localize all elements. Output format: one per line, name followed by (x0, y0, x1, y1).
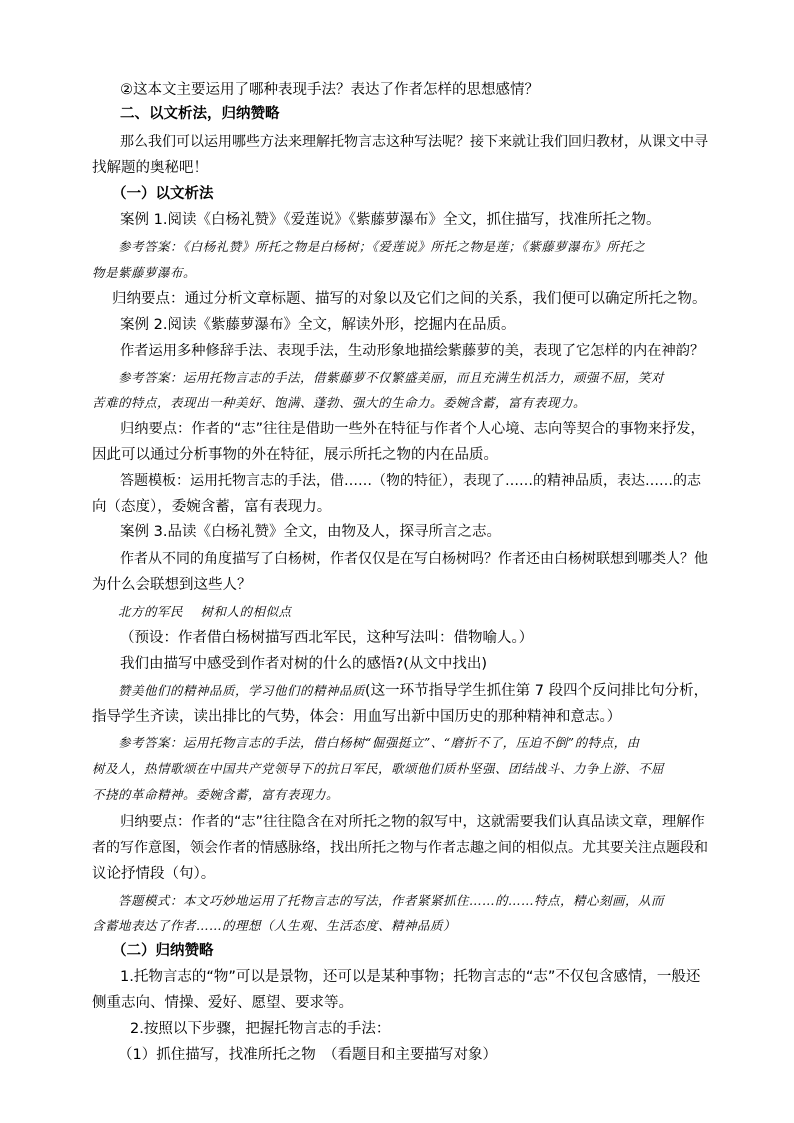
answer-line: 参考答案：运用托物言志的手法，借紫藤萝不仅繁盛美丽，而且充满生机活力，顽强不屈，笑对 (118, 370, 665, 385)
answer-line: 苦难的特点，表现出一种美好、饱满、蓬勃、强大的生命力。委婉含蓄，富有表现力。 (92, 395, 587, 410)
paragraph-line: 找解题的奥秘吧！ (92, 160, 208, 176)
answer-template-line: 含蓄地表达了作者……的理想（人生观、生活态度、精神品质） (92, 918, 457, 933)
list-item-line: 1.托物言志的“物”可以是景物，还可以是某种事物；托物言志的“志”不仅包含感情，一般还 (120, 969, 701, 985)
paragraph-line: 为什么会联想到这些人？ (92, 577, 252, 593)
answer-template-line: 答题模式：本文巧妙地运用了托物言志的写法，作者紧紧抓住……的……特点，精心刻画，从而 (118, 893, 665, 908)
paragraph-line: 我们由描写中感受到作者对树的什么的感悟?(从文中找出) (120, 656, 488, 672)
summary-line: 归纳要点：作者的“志”往往隐含在对所托之物的叙写中，这就需要我们认真品读文章，理解作 (120, 814, 705, 830)
paragraph-line: 那么我们可以运用哪些方法来理解托物言志这种写法呢？接下来就让我们回归教材，从课文中寻 (120, 134, 708, 150)
instruction-text: (这一环节指导学生抓住第 7 段四个反问排比句分析， (365, 683, 709, 699)
case-line: 案例 2.阅读《紫藤萝瀑布》全文，解读外形，挖掘内在品质。 (120, 317, 516, 333)
summary-line: 归纳要点：通过分析文章标题、描写的对象以及它们之间的关系，我们便可以确定所托之物。 (112, 291, 707, 307)
answer-line: 树及人，热情歌颂在中国共产党领导下的抗日军民，歌颂他们质朴坚强、团结战斗、力争上游、不屈 (92, 761, 665, 776)
case-line: 案例 1.阅读《白杨礼赞》《爱莲说》《紫藤萝瀑布》全文，抓住描写，找准所托之物。 (120, 212, 661, 228)
summary-line: 者的写作意图，领会作者的情感脉络，找出所托之物与作者志趣之间的相似点。尤其要关注点题段和 (92, 840, 708, 856)
list-item-line: 2.按照以下步骤，把握托物言志的手法： (130, 1021, 391, 1037)
answer-line: 不挠的革命精神。委婉含蓄，富有表现力。 (92, 787, 340, 802)
mixed-line (118, 681, 708, 701)
list-item-line: 侧重志向、情操、爱好、愿望、要求等。 (92, 995, 353, 1011)
section-heading: 二、以文析法，归纳赞略 (120, 106, 280, 122)
case-line: 案例 3.品读《白杨礼赞》全文，由物及人，探寻所言之志。 (120, 524, 501, 540)
preset-line: （预设：作者借白杨树描写西北军民，这种写法叫：借物喻人。） (120, 630, 534, 646)
handwritten-note: 赞美他们的精神品质，学习他们的精神品质 (118, 683, 366, 698)
subsection-heading: （一）以文析法 (112, 186, 214, 202)
instruction-line: 指导学生齐读，读出排比的气势，体会：用血写出新中国历史的那种精神和意志。） (92, 709, 622, 725)
answer-line: 参考答案：运用托物言志的手法，借白杨树“倔强挺立”、“磨折不了，压迫不倒”的特点，由 (118, 735, 640, 750)
question-line: ②这本文主要运用了哪种表现手法？表达了作者怎样的思想感情？ (120, 82, 539, 98)
step-line: （1）抓住描写，找准所托之物 （看题目和主要描写对象） (118, 1047, 497, 1063)
summary-line: 议论抒情段（句）。 (92, 866, 216, 882)
summary-line: 因此可以通过分析事物的外在特征，展示所托之物的内在品质。 (92, 447, 498, 463)
paragraph-line: 作者运用多种修辞手法、表现手法，生动形象地描绘紫藤萝的美，表现了它怎样的内在神韵？ (120, 343, 705, 359)
answer-line: 参考答案：《白杨礼赞》所托之物是白杨树；《爱莲说》所托之物是莲；《紫藤萝瀑布》所托之 (118, 239, 646, 254)
subsection-heading: （二）归纳赞略 (112, 943, 214, 959)
template-line: 答题模板：运用托物言志的手法，借……（物的特征），表现了……的精神品质，表达……的志 (120, 473, 701, 489)
paragraph-line: 作者从不同的角度描写了白杨树，作者仅仅是在写白杨树吗？作者还由白杨树联想到哪类人？他 (120, 551, 708, 567)
template-line: 向（态度），委婉含蓄，富有表现力。 (92, 499, 332, 515)
summary-line: 归纳要点：作者的“志”往往是借助一些外在特征与作者个人心境、志向等契合的事物来抒发， (120, 421, 705, 437)
answer-line: 物是紫藤萝瀑布。 (92, 265, 197, 280)
handwritten-note: 北方的军民 树和人的相似点 (118, 604, 292, 619)
